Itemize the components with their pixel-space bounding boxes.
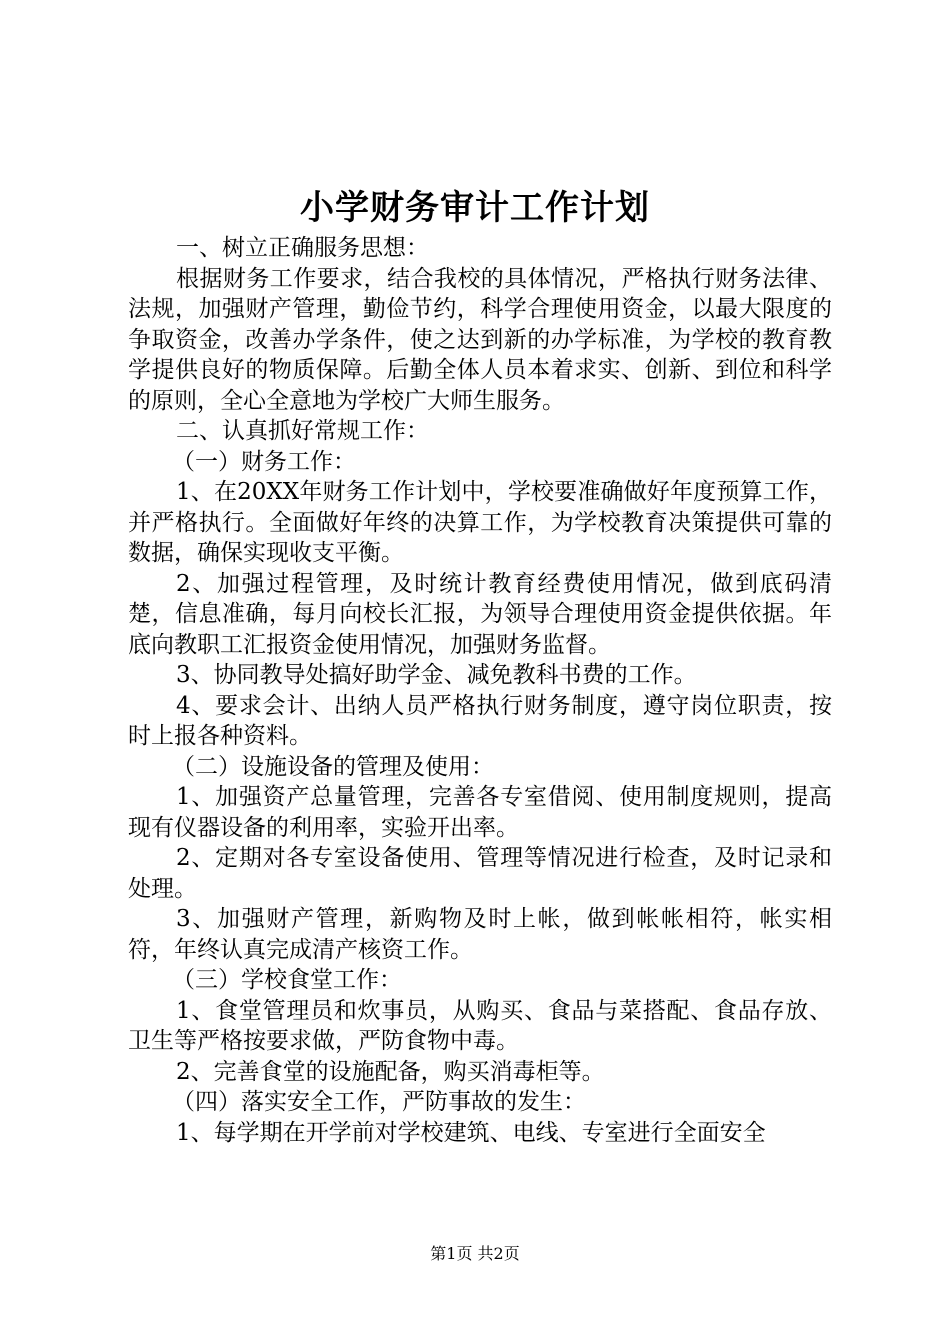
page-number-footer: 第1页 共2页 [430,1244,520,1263]
paragraph: 2、定期对各专室设备使用、管理等情况进行检查，及时记录和处理。 [128,845,832,902]
paragraph: 3、协同教导处搞好助学金、减免教科书费的工作。 [176,662,697,688]
document-body [128,233,832,1148]
paragraph: 3、加强财产管理，新购物及时上帐，做到帐帐相符，帐实相符，年终认真完成清产核资工作。 [128,906,832,963]
section-heading: 二、认真抓好常规工作： [176,418,429,444]
paragraph: 1、每学期在开学前对学校建筑、电线、专室进行全面安全 [176,1119,766,1146]
section-heading: 一、树立正确服务思想： [176,235,429,261]
subsection-heading: （三）学校食堂工作： [172,967,402,993]
paragraph: 1、食堂管理员和炊事员，从购买、食品与菜搭配、食品存放、卫生等严格按要求做，严防食物中毒。 [128,997,832,1054]
document-title: 小学财务审计工作计划 [300,188,650,228]
paragraph: 1、在20XX年财务工作计划中，学校要准确做好年度预算工作，并严格执行。全面做好年终的决算工作，为学校教育决策提供可靠的数据，确保实现收支平衡。 [128,479,832,566]
paragraph: 4、要求会计、出纳人员严格执行财务制度，遵守岗位职责，按时上报各种资料。 [128,692,832,749]
paragraph: 根据财务工作要求，结合我校的具体情况，严格执行财务法律、法规，加强财产管理，勤俭节约，科学合理使用资金，以最大限度的争取资金，改善办学条件，使之达到新的办学标准，为学校的教育教学提供良好的物质保障。后勤全体人员本着求实、创新、到位和科学的原则，全心全意地为学校广大师生服务。 [128,265,832,414]
paragraph: 1、加强资产总量管理，完善各专室借阅、使用制度规则，提高现有仪器设备的利用率，实验开出率。 [128,784,832,841]
subsection-heading: （四）落实安全工作，严防事故的发生： [172,1089,586,1115]
subsection-heading: （一）财务工作： [172,448,356,475]
subsection-heading: （二）设施设备的管理及使用： [172,753,494,780]
paragraph: 2、加强过程管理，及时统计教育经费使用情况，做到底码清楚，信息准确，每月向校长汇报，为领导合理使用资金提供依据。年底向教职工汇报资金使用情况，加强财务监督。 [128,570,832,658]
paragraph: 2、完善食堂的设施配备，购买消毒柜等。 [176,1058,605,1085]
